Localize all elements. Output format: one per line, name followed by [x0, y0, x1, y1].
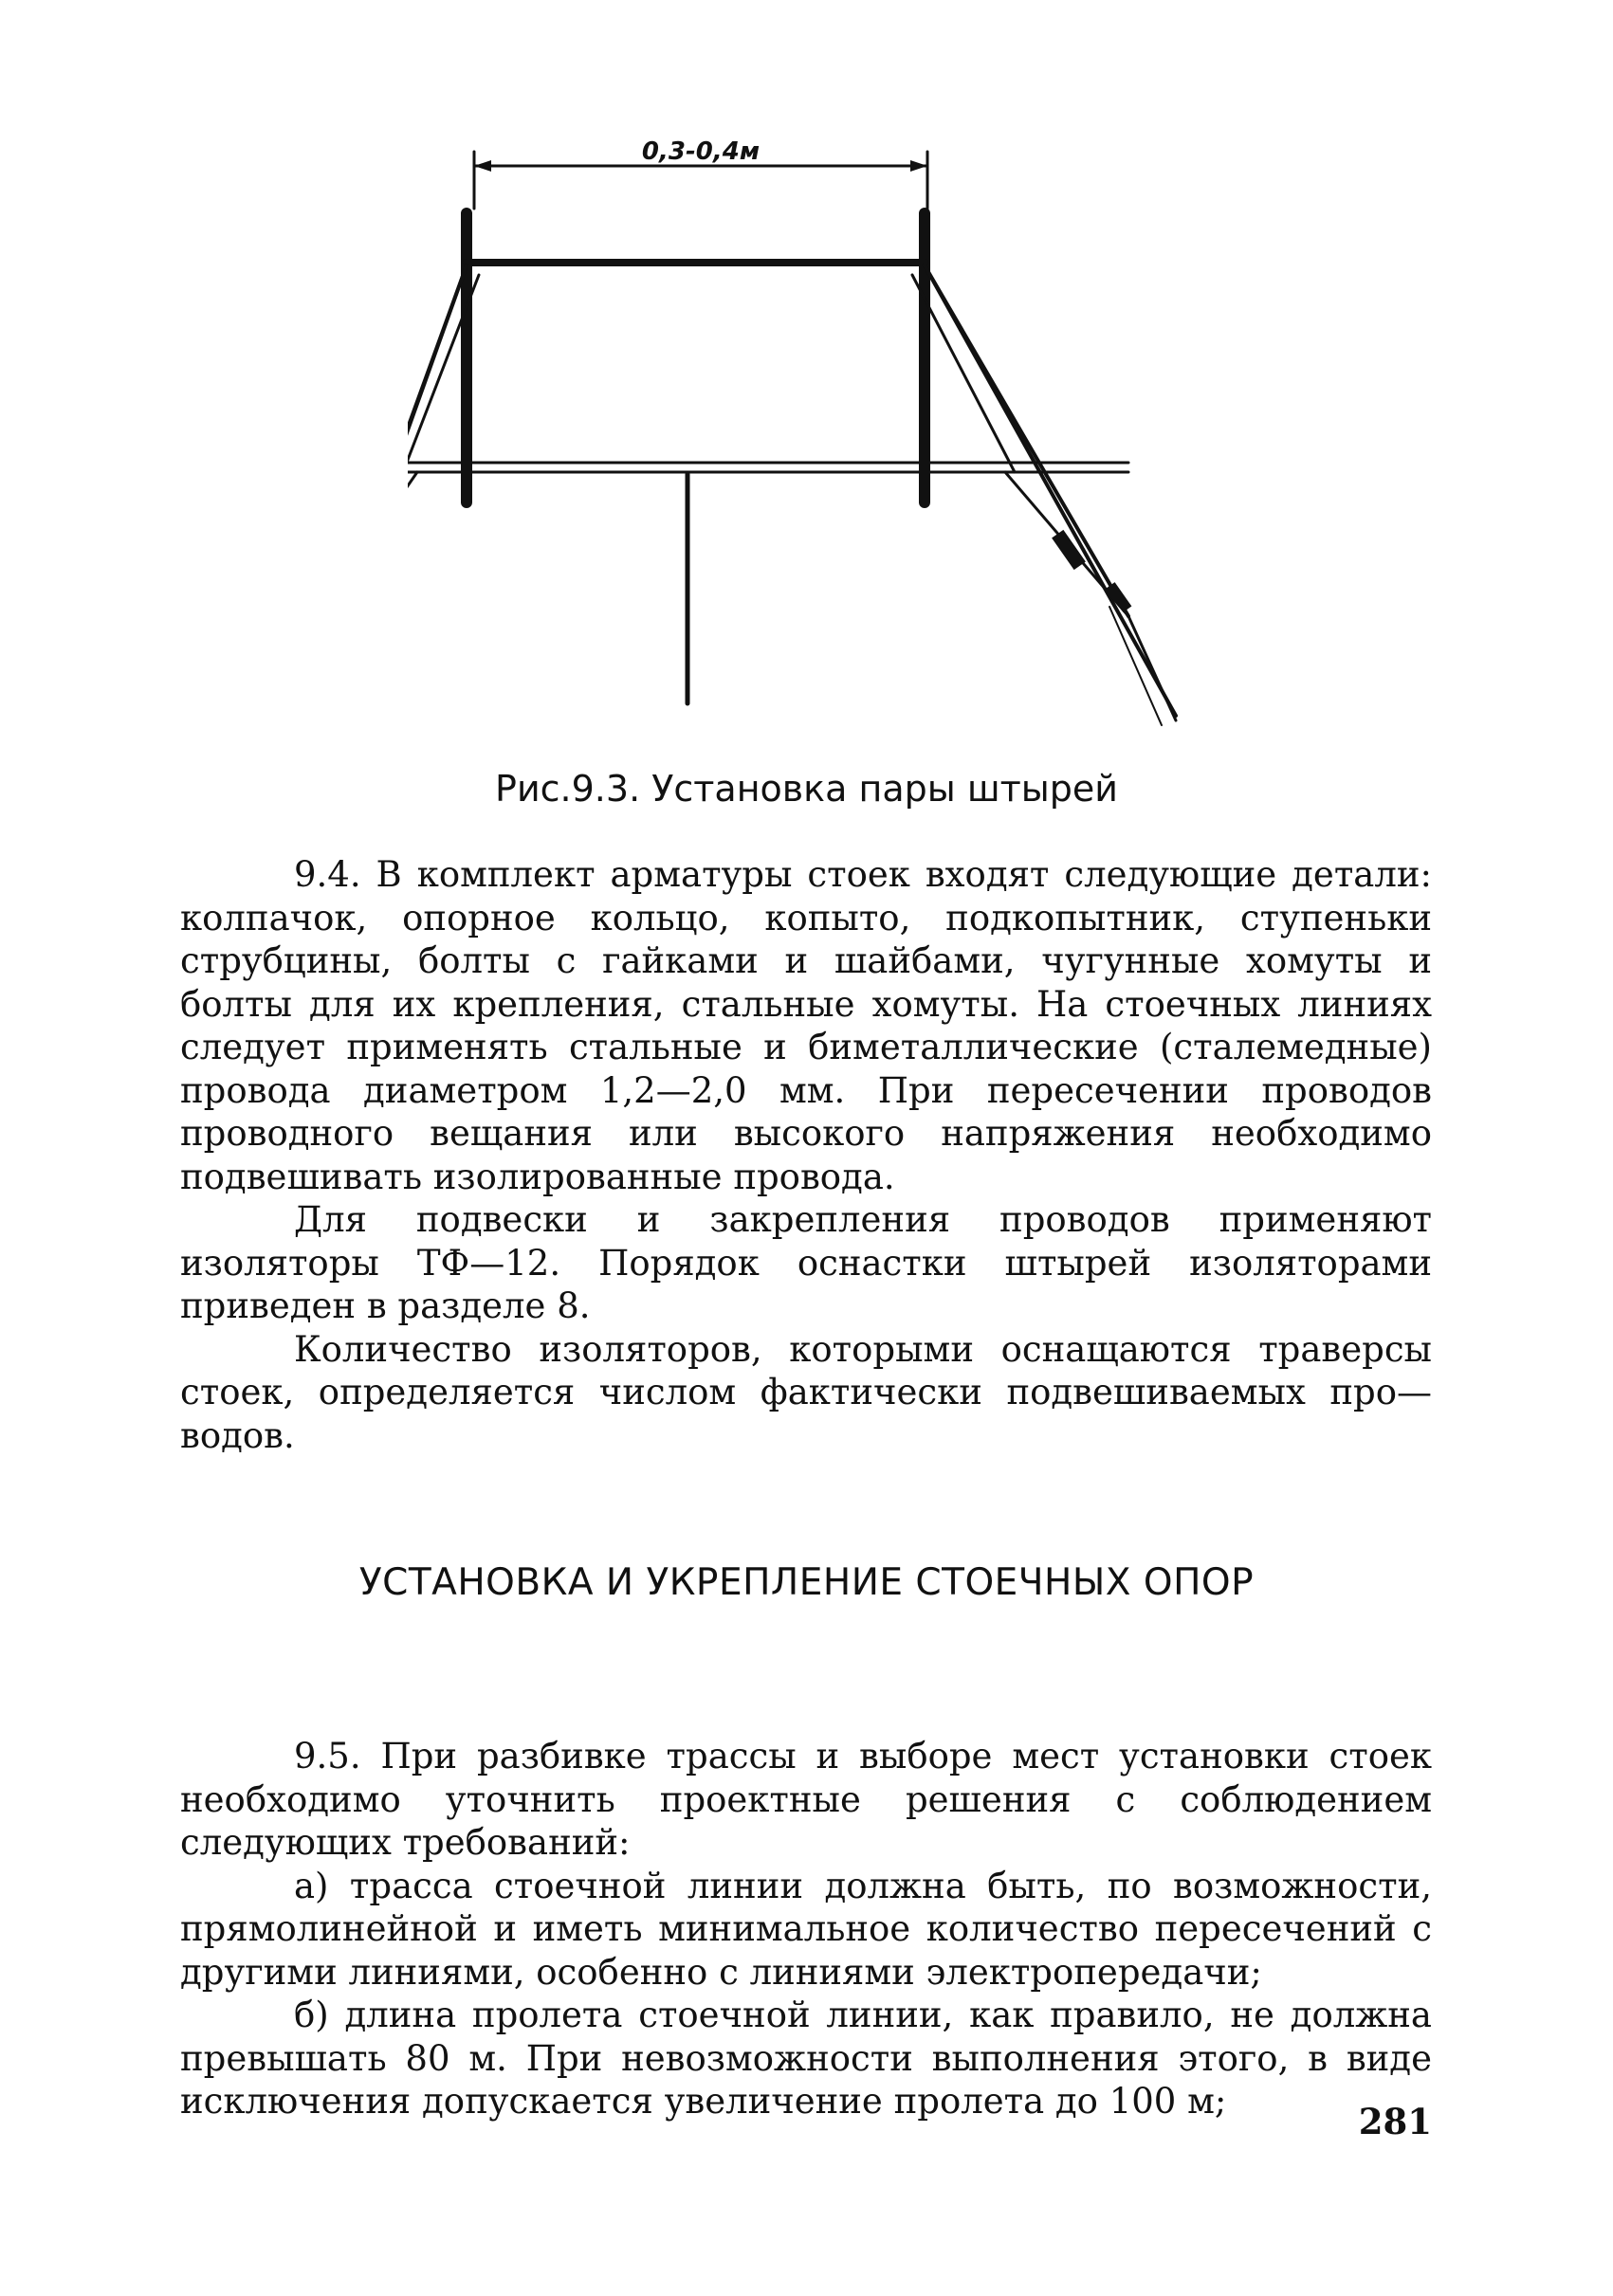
pin-installation-figure: [408, 123, 1223, 749]
dimension-label: 0,3-0,4м: [641, 137, 761, 166]
list-item-a: а) трасса стоечной линии должна быть, по возможности, прямолинейной и иметь минимальное количество пересечений с другими линиями, особенно с линиями электропередачи;: [180, 1865, 1432, 1993]
section-heading: УСТАНОВКА И УКРЕПЛЕНИЕ СТОЕЧНЫХ ОПОР: [358, 1561, 1255, 1604]
section-9-5-text: [180, 1735, 1432, 2123]
right-tail-2: [1109, 607, 1162, 725]
paragraph-insulator-count: Количество изоляторов, которыми оснащаются траверсы стоек, определяется числом фактически подвешиваемых про—водов.: [180, 1328, 1432, 1456]
paragraph-9-4: 9.4. В комплект арматуры стоек входят следующие детали: колпачок, опорное кольцо, копыто, подкопытник, ступеньки струбцины, болты с гайками и шайбами, чугунные хомуты и болты для их крепления, стальные хомуты. На стоечных линиях следует применять стальные и биметаллические (сталемедные) провода диаметром 1,2—2,0 мм. При пересечении проводов проводного вещания или высокого напряжения необходимо подвешивать изолированные провода.: [180, 854, 1432, 1197]
paragraph-insulators: Для подвески и закрепления проводов применяют изоляторы ТФ—12. Порядок оснастки штырей изоляторами приведен в разделе 8.: [180, 1199, 1432, 1326]
page-number: 281: [1358, 2101, 1432, 2142]
left-guy-inner: [408, 265, 467, 616]
figure-caption: Рис.9.3. Установка пары штырей: [495, 768, 1118, 810]
section-9-4-text: [180, 853, 1432, 1457]
dimension-arrow-left: [474, 160, 491, 172]
left-lower-brace: [408, 472, 417, 616]
right-guy-inner: [925, 265, 1128, 616]
paragraph-9-5: 9.5. При разбивке трассы и выборе мест установки стоек необходимо уточнить проектные решения с соблюдением следующих требований:: [180, 1736, 1432, 1863]
dimension-arrow-right: [910, 160, 927, 172]
list-item-b: б) длина пролета стоечной линии, как правило, не должна превышать 80 м. При невозможности выполнения этого, в виде исключения допускается увеличение пролета до 100 м;: [180, 1995, 1432, 2122]
